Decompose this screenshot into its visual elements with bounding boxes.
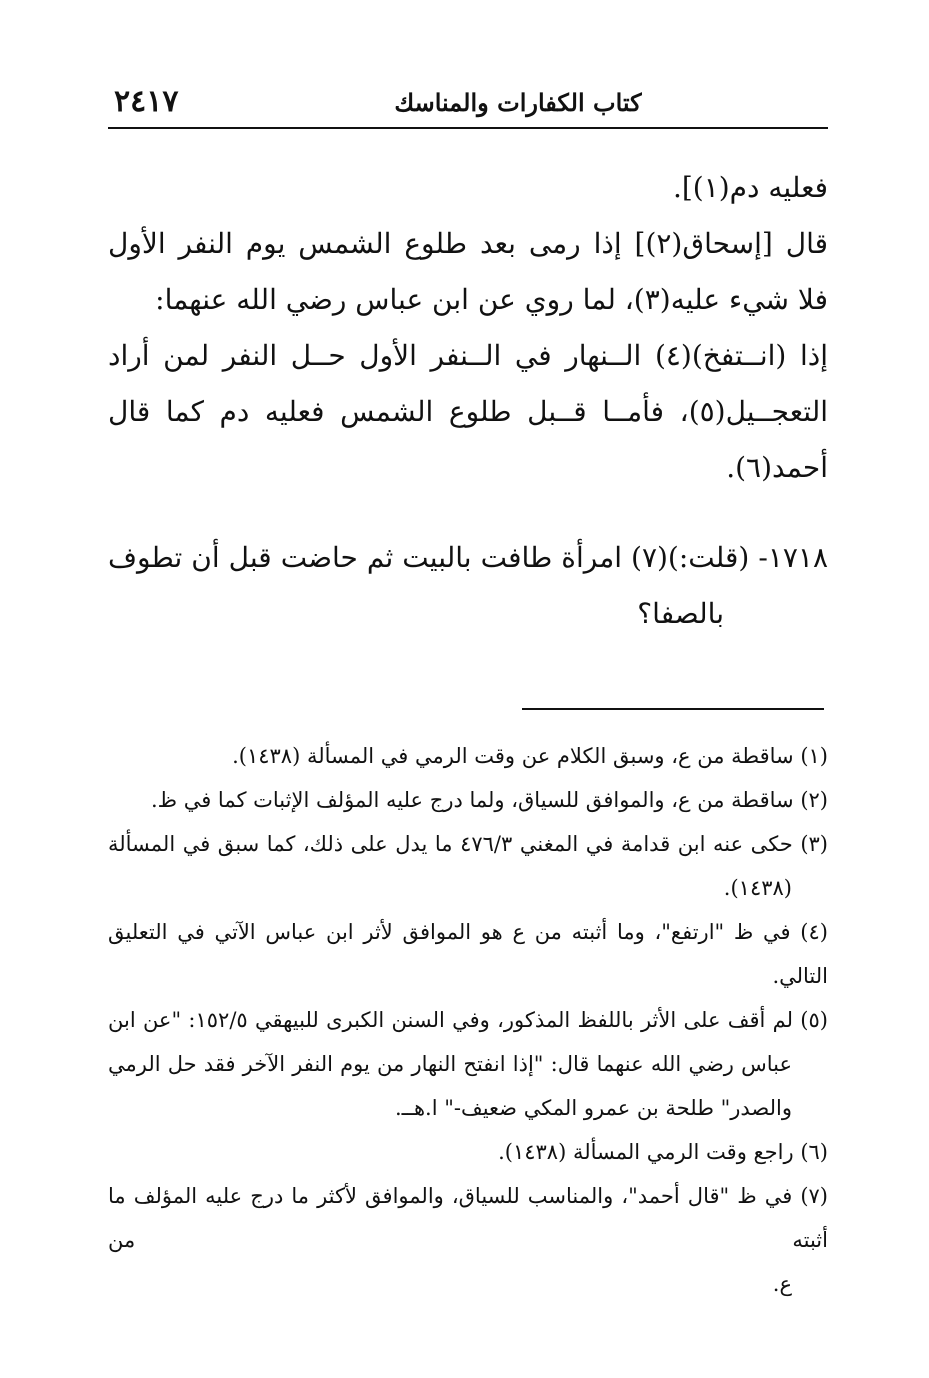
footnote-line: (٥) لم أقف على الأثر باللفظ المذكور، وفي السنن الكبرى للبيهقي ١٥٢/٥: "عن ابن — [108, 1008, 828, 1032]
footnote-line: (١) ساقطة من ع، وسبق الكلام عن وقت الرمي في المسألة (١٤٣٨). — [232, 744, 828, 768]
footnote-line: عباس رضي الله عنهما قال: "إذا انفتح النهار من يوم النفر الآخر فقد حل الرمي — [108, 1052, 792, 1076]
footnote-line: (٣) حكى عنه ابن قدامة في المغني ٤٧٦/٣ ما يدل على ذلك، كما سبق في المسألة — [108, 832, 828, 856]
text-line: أحمد(٦). — [726, 451, 828, 484]
footnote-line: (٢) ساقطة من ع، والموافق للسياق، ولما درج عليه المؤلف الإثبات كما في ظ. — [150, 788, 828, 812]
text-line: بالصفا؟ — [637, 597, 724, 630]
header-rule — [108, 127, 828, 129]
footnote-rule — [522, 708, 824, 710]
footnote-line: ع. — [772, 1272, 792, 1296]
page-header — [108, 78, 828, 128]
text-line: قال [إسحاق(٢)] إذا رمى بعد طلوع الشمس يوم النفر الأول — [108, 227, 828, 260]
running-title: كتاب الكفارات والمناسك — [394, 88, 642, 117]
footnote-line: (١٤٣٨). — [723, 876, 792, 900]
footnote-line: (٧) في ظ "قال أحمد"، والمناسب للسياق، والموافق لأكثر ما درج عليه المؤلف ما أثبته من — [108, 1184, 828, 1252]
text-line: فعليه دم(١)]. — [672, 171, 828, 204]
text-line: إذا (انــتفخ)(٤) الــنهار في الــنفر الأول حــل النفر لمن أراد — [108, 339, 828, 372]
issue-number: ١٧١٨- — [758, 541, 828, 574]
page-number: ٢٤١٧ — [114, 84, 179, 119]
footnote-line: (٤) في ظ "ارتفع"، وما أثبته من ع هو الموافق لأثر ابن عباس الآتي في التعليق التالي. — [108, 920, 828, 988]
text-line: التعجــيل(٥)، فأمــا قــبل طلوع الشمس فعليه دم كما قال — [108, 395, 828, 428]
footnotes — [108, 734, 828, 1306]
footnote-line: (٦) راجع وقت الرمي المسألة (١٤٣٨). — [498, 1140, 828, 1164]
main-text — [108, 160, 828, 642]
question-text: (قلت:)(٧) امرأة طافت بالبيت ثم حاضت قبل أن تطوف — [108, 541, 750, 574]
footnote-line: والصدر" طلحة بن عمرو المكي ضعيف-" ا.هــ. — [394, 1096, 792, 1120]
text-line: فلا شيء عليه(٣)، لما روي عن ابن عباس رضي الله عنهما: — [155, 283, 828, 316]
issue-question — [108, 530, 828, 586]
